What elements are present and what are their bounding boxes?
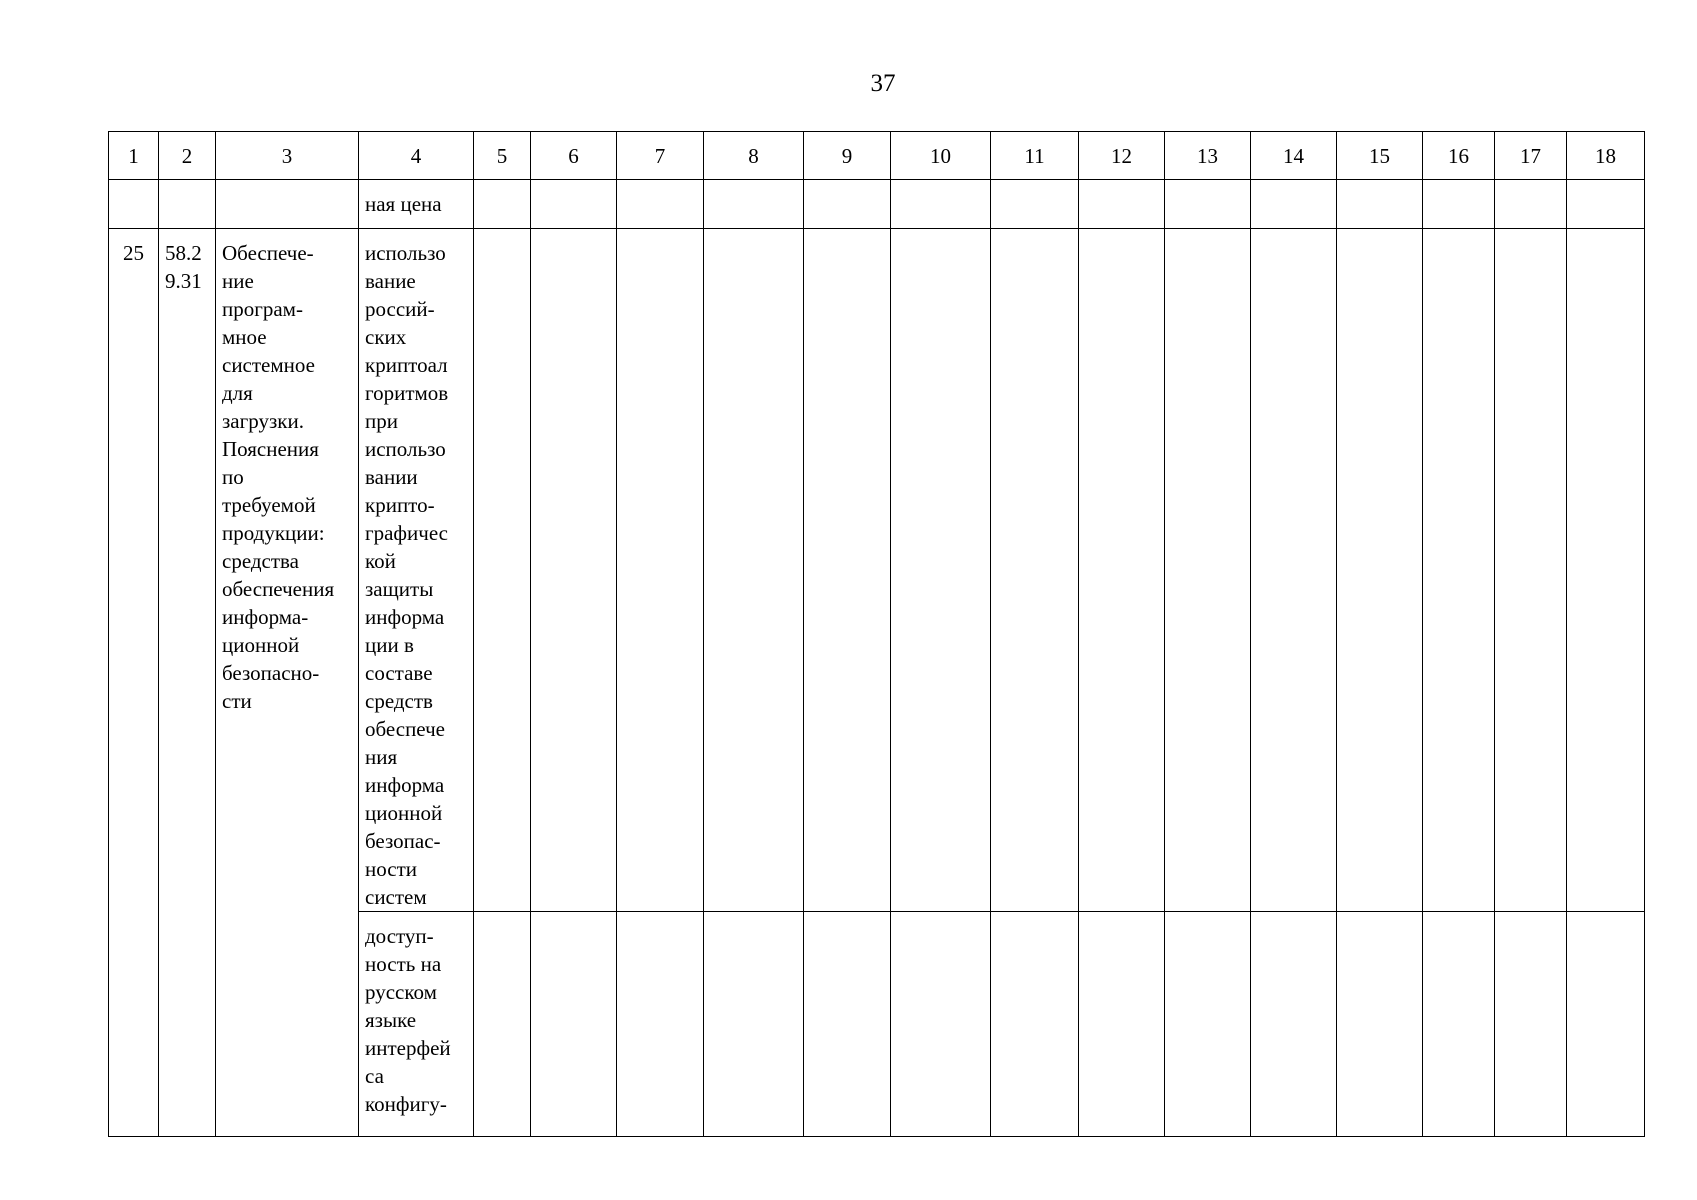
table-cell bbox=[474, 180, 531, 229]
table-cell bbox=[1567, 180, 1645, 229]
characteristic-text: использо вание россий- ских криптоал горитмов при использо вании крипто- графичес кой защиты информа ции в составе средств обеспече ния информа ционной безопас- ности систем bbox=[365, 241, 449, 909]
requirements-table bbox=[108, 131, 1645, 1137]
okpd-code-text: 58.2 9.31 bbox=[165, 241, 202, 293]
column-number: 8 bbox=[704, 132, 804, 180]
table-cell bbox=[216, 180, 359, 229]
table-cell bbox=[1337, 180, 1423, 229]
table-cell bbox=[804, 229, 891, 912]
table-cell bbox=[1251, 912, 1337, 1137]
table-cell bbox=[617, 229, 704, 912]
table-cell bbox=[991, 180, 1079, 229]
characteristic-cell bbox=[359, 912, 474, 1137]
product-description bbox=[216, 229, 359, 1137]
column-number: 13 bbox=[1165, 132, 1251, 180]
table-cell bbox=[531, 229, 617, 912]
table-cell bbox=[531, 912, 617, 1137]
table-cell bbox=[1495, 180, 1567, 229]
table-cell bbox=[1079, 180, 1165, 229]
column-number: 2 bbox=[159, 132, 216, 180]
column-number: 1 bbox=[109, 132, 159, 180]
table-cell bbox=[474, 912, 531, 1137]
continuation-text: ная цена bbox=[359, 180, 474, 229]
table-cell bbox=[1423, 912, 1495, 1137]
column-number: 5 bbox=[474, 132, 531, 180]
table-cell bbox=[891, 912, 991, 1137]
table-cell bbox=[159, 180, 216, 229]
table-cell bbox=[1251, 229, 1337, 912]
column-number: 9 bbox=[804, 132, 891, 180]
table-cell bbox=[1165, 180, 1251, 229]
column-number: 15 bbox=[1337, 132, 1423, 180]
table-cell bbox=[704, 180, 804, 229]
table-cell bbox=[617, 180, 704, 229]
table-cell bbox=[1423, 180, 1495, 229]
table-cell bbox=[704, 912, 804, 1137]
column-number: 12 bbox=[1079, 132, 1165, 180]
table-cell bbox=[991, 912, 1079, 1137]
column-number: 17 bbox=[1495, 132, 1567, 180]
continuation-row bbox=[109, 180, 1645, 229]
okpd-code bbox=[159, 229, 216, 1137]
column-number-row bbox=[109, 132, 1645, 180]
column-number: 4 bbox=[359, 132, 474, 180]
column-number: 3 bbox=[216, 132, 359, 180]
characteristic-text: доступ- ность на русском языке интерфей са конфигу- bbox=[365, 924, 451, 1116]
product-description-text: Обеспече- ние програм- мное системное для загрузки. Пояснения по требуемой продукции: средства обеспечения информа- ционной безопасно- сти bbox=[222, 241, 335, 713]
table-cell bbox=[1337, 229, 1423, 912]
table-cell bbox=[531, 180, 617, 229]
table-cell bbox=[1495, 229, 1567, 912]
table-row bbox=[109, 229, 1645, 912]
table-cell bbox=[1423, 229, 1495, 912]
table-cell bbox=[1567, 229, 1645, 912]
column-number: 16 bbox=[1423, 132, 1495, 180]
table-cell bbox=[109, 180, 159, 229]
characteristic-cell bbox=[359, 229, 474, 912]
table-cell bbox=[891, 180, 991, 229]
table-cell bbox=[1251, 180, 1337, 229]
column-number: 6 bbox=[531, 132, 617, 180]
table-cell bbox=[474, 229, 531, 912]
table-cell bbox=[991, 229, 1079, 912]
column-number: 7 bbox=[617, 132, 704, 180]
table-cell bbox=[1495, 912, 1567, 1137]
table-cell bbox=[1337, 912, 1423, 1137]
column-number: 10 bbox=[891, 132, 991, 180]
table-cell bbox=[1079, 912, 1165, 1137]
page-number: 37 bbox=[870, 70, 896, 97]
table-cell bbox=[804, 912, 891, 1137]
table-cell bbox=[617, 912, 704, 1137]
table-cell bbox=[804, 180, 891, 229]
column-number: 11 bbox=[991, 132, 1079, 180]
table-cell bbox=[1165, 912, 1251, 1137]
column-number: 14 bbox=[1251, 132, 1337, 180]
table-cell bbox=[1165, 229, 1251, 912]
table-cell bbox=[1567, 912, 1645, 1137]
table-cell bbox=[1079, 229, 1165, 912]
column-number: 18 bbox=[1567, 132, 1645, 180]
table-cell bbox=[704, 229, 804, 912]
table-cell bbox=[891, 229, 991, 912]
row-number: 25 bbox=[109, 229, 159, 1137]
